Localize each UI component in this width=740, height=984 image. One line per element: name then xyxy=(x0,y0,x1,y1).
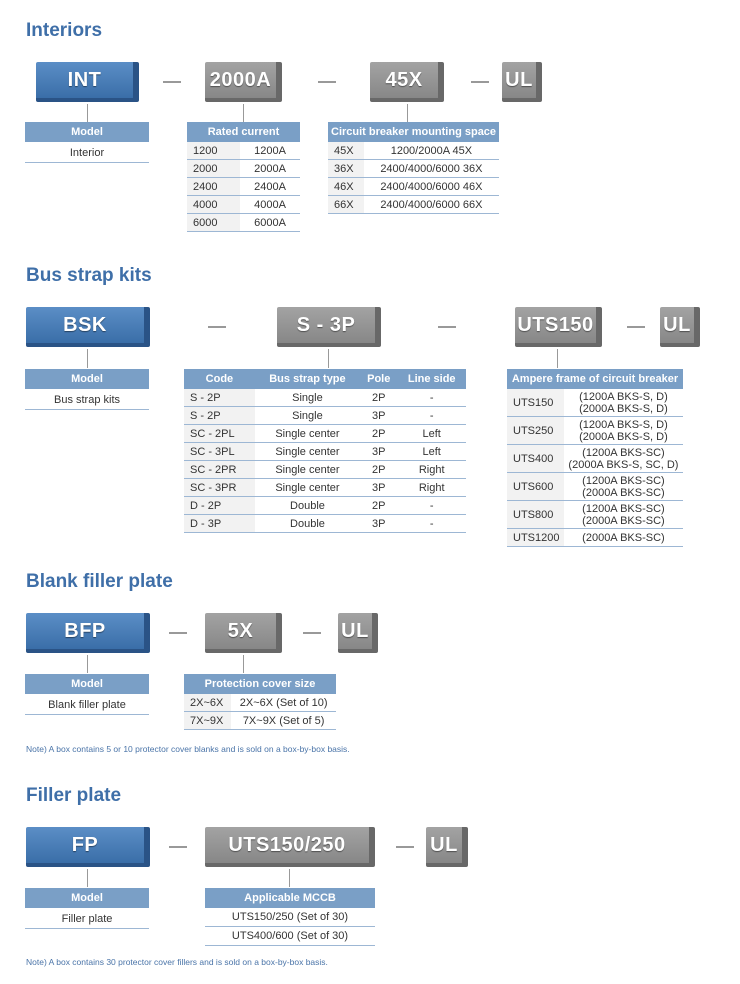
table-cell: (1200A BKS-S, D) (2000A BKS-S, D) xyxy=(564,389,683,417)
note-text: Note) A box contains 30 protector cover fillers and is sold on a box-by-box basis. xyxy=(26,957,328,967)
table-cell: 2400/4000/6000 46X xyxy=(364,178,499,196)
separator-dash xyxy=(208,326,226,328)
table-cell: SC - 2PR xyxy=(184,461,255,479)
table-cell: Single center xyxy=(255,425,360,443)
table-row xyxy=(507,389,683,417)
table-cell: S - 2P xyxy=(184,389,255,407)
table-cell: SC - 2PL xyxy=(184,425,255,443)
frame-code-box: UTS150 xyxy=(515,307,602,347)
table-row xyxy=(507,417,683,445)
table-row xyxy=(328,142,499,160)
table-cell: D - 2P xyxy=(184,497,255,515)
model-value: Interior xyxy=(25,144,149,163)
separator-dash xyxy=(318,81,336,83)
table-cell: Double xyxy=(255,497,360,515)
table-cell: UTS150 xyxy=(507,389,564,417)
table-cell: S - 2P xyxy=(184,407,255,425)
table-cell: 7X~9X (Set of 5) xyxy=(231,712,336,730)
table-cell: 3P xyxy=(360,407,397,425)
table-cell: 66X xyxy=(328,196,364,214)
table-row xyxy=(328,196,499,214)
model-code-box-bsk: BSK xyxy=(26,307,150,347)
table-row xyxy=(507,445,683,473)
table-cell: (1200A BKS-S, D) (2000A BKS-S, D) xyxy=(564,417,683,445)
rated-current-code-box: 2000A xyxy=(205,62,282,102)
section-title-blank-filler-plate: Blank filler plate xyxy=(26,571,173,592)
table-cell: UTS600 xyxy=(507,473,564,501)
separator-dash xyxy=(169,632,187,634)
table-cell: SC - 3PL xyxy=(184,443,255,461)
table-row xyxy=(184,389,466,407)
table-cell: Left xyxy=(397,443,466,461)
table-cell: 6000 xyxy=(187,214,240,232)
model-value: Filler plate xyxy=(25,910,149,929)
section-title-bus-strap-kits: Bus strap kits xyxy=(26,265,152,286)
table-cell: Left xyxy=(397,425,466,443)
rated-current-header: Rated current xyxy=(187,122,300,142)
table-cell: UTS400 xyxy=(507,445,564,473)
cover-size-table xyxy=(184,674,336,730)
table-row xyxy=(328,178,499,196)
table-row xyxy=(184,443,466,461)
table-cell: Single center xyxy=(255,479,360,497)
table-cell: - xyxy=(397,497,466,515)
table-cell: UTS1200 xyxy=(507,529,564,547)
table-cell: Right xyxy=(397,461,466,479)
table-cell: Single xyxy=(255,389,360,407)
table-cell: 36X xyxy=(328,160,364,178)
table-cell: UTS150/250 (Set of 30) xyxy=(205,908,375,927)
model-header: Model xyxy=(25,888,149,908)
model-code-box-fp: FP xyxy=(26,827,150,867)
separator-dash xyxy=(163,81,181,83)
mounting-space-code-box: 45X xyxy=(370,62,444,102)
table-cell: UTS800 xyxy=(507,501,564,529)
table-cell: Single xyxy=(255,407,360,425)
note-text: Note) A box contains 5 or 10 protector cover blanks and is sold on a box-by-box basis. xyxy=(26,744,350,754)
table-cell: D - 3P xyxy=(184,515,255,533)
column-header: Code xyxy=(184,369,255,389)
table-row xyxy=(507,501,683,529)
bus-strap-code-table xyxy=(184,369,466,533)
table-row xyxy=(328,160,499,178)
table-cell: Right xyxy=(397,479,466,497)
cover-size-code-box: 5X xyxy=(205,613,282,653)
table-cell: 4000 xyxy=(187,196,240,214)
table-cell: 3P xyxy=(360,479,397,497)
connector-line xyxy=(557,349,558,368)
table-row xyxy=(184,407,466,425)
model-code-box-int: INT xyxy=(36,62,139,102)
table-cell: 2000 xyxy=(187,160,240,178)
strap-code-box: S - 3P xyxy=(277,307,381,347)
table-cell: 3P xyxy=(360,515,397,533)
column-header: Pole xyxy=(360,369,397,389)
model-header: Model xyxy=(25,122,149,142)
table-cell: 3P xyxy=(360,443,397,461)
table-cell: UTS400/600 (Set of 30) xyxy=(205,927,375,946)
table-cell: - xyxy=(397,515,466,533)
table-cell: 1200/2000A 45X xyxy=(364,142,499,160)
ampere-frame-header: Ampere frame of circuit breaker xyxy=(507,369,683,389)
separator-dash xyxy=(303,632,321,634)
table-row xyxy=(187,214,300,232)
table-cell: (2000A BKS-SC) xyxy=(564,529,683,547)
table-row xyxy=(184,515,466,533)
table-cell: 46X xyxy=(328,178,364,196)
model-code-box-bfp: BFP xyxy=(26,613,150,653)
table-cell: UTS250 xyxy=(507,417,564,445)
table-cell: 2P xyxy=(360,461,397,479)
mccb-header: Applicable MCCB xyxy=(205,888,375,908)
table-cell: 1200A xyxy=(240,142,300,160)
mounting-space-header: Circuit breaker mounting space xyxy=(328,122,499,142)
table-cell: SC - 3PR xyxy=(184,479,255,497)
section-title-filler-plate: Filler plate xyxy=(26,785,122,806)
table-row xyxy=(184,497,466,515)
table-cell: 2400/4000/6000 36X xyxy=(364,160,499,178)
table-cell: 1200 xyxy=(187,142,240,160)
table-row xyxy=(184,694,336,712)
table-cell: - xyxy=(397,389,466,407)
table-row xyxy=(187,160,300,178)
table-cell: 2400/4000/6000 66X xyxy=(364,196,499,214)
table-row xyxy=(184,479,466,497)
mccb-code-box: UTS150/250 xyxy=(205,827,375,867)
ul-code-box: UL xyxy=(426,827,468,867)
connector-line xyxy=(87,655,88,673)
mounting-space-table xyxy=(328,122,499,214)
table-cell: 7X~9X xyxy=(184,712,231,730)
model-value: Blank filler plate xyxy=(25,696,149,715)
table-cell: (1200A BKS-SC) (2000A BKS-SC) xyxy=(564,501,683,529)
table-row xyxy=(187,178,300,196)
table-row xyxy=(184,461,466,479)
ul-code-box: UL xyxy=(502,62,542,102)
table-cell: Single center xyxy=(255,461,360,479)
table-row xyxy=(184,425,466,443)
separator-dash xyxy=(169,846,187,848)
rated-current-table xyxy=(187,122,300,232)
ampere-frame-table xyxy=(507,369,683,547)
table-cell: 2X~6X (Set of 10) xyxy=(231,694,336,712)
ul-code-box: UL xyxy=(660,307,700,347)
model-value: Bus strap kits xyxy=(25,391,149,410)
connector-line xyxy=(87,104,88,122)
table-row xyxy=(187,142,300,160)
separator-dash xyxy=(396,846,414,848)
table-row xyxy=(184,712,336,730)
table-cell: (1200A BKS-SC) (2000A BKS-SC) xyxy=(564,473,683,501)
table-cell: 6000A xyxy=(240,214,300,232)
column-header: Line side xyxy=(397,369,466,389)
table-row xyxy=(507,473,683,501)
separator-dash xyxy=(627,326,645,328)
model-header: Model xyxy=(25,674,149,694)
table-row xyxy=(187,196,300,214)
table-row xyxy=(507,529,683,547)
table-cell: 45X xyxy=(328,142,364,160)
separator-dash xyxy=(438,326,456,328)
table-cell: 2P xyxy=(360,425,397,443)
table-cell: 2P xyxy=(360,497,397,515)
connector-line xyxy=(243,655,244,673)
table-cell: Single center xyxy=(255,443,360,461)
column-header: Bus strap type xyxy=(255,369,360,389)
connector-line xyxy=(87,349,88,368)
table-cell: 2000A xyxy=(240,160,300,178)
table-cell: 2P xyxy=(360,389,397,407)
table-cell: Double xyxy=(255,515,360,533)
table-cell: 2400 xyxy=(187,178,240,196)
connector-line xyxy=(289,869,290,887)
connector-line xyxy=(328,349,329,368)
section-title-interiors: Interiors xyxy=(26,20,103,41)
table-cell: 2X~6X xyxy=(184,694,231,712)
cover-size-header: Protection cover size xyxy=(184,674,336,694)
ul-code-box: UL xyxy=(338,613,378,653)
connector-line xyxy=(407,104,408,122)
connector-line xyxy=(87,869,88,887)
model-header: Model xyxy=(25,369,149,389)
table-cell: 4000A xyxy=(240,196,300,214)
table-cell: (1200A BKS-SC) (2000A BKS-S, SC, D) xyxy=(564,445,683,473)
table-cell: - xyxy=(397,407,466,425)
connector-line xyxy=(243,104,244,122)
table-cell: 2400A xyxy=(240,178,300,196)
separator-dash xyxy=(471,81,489,83)
